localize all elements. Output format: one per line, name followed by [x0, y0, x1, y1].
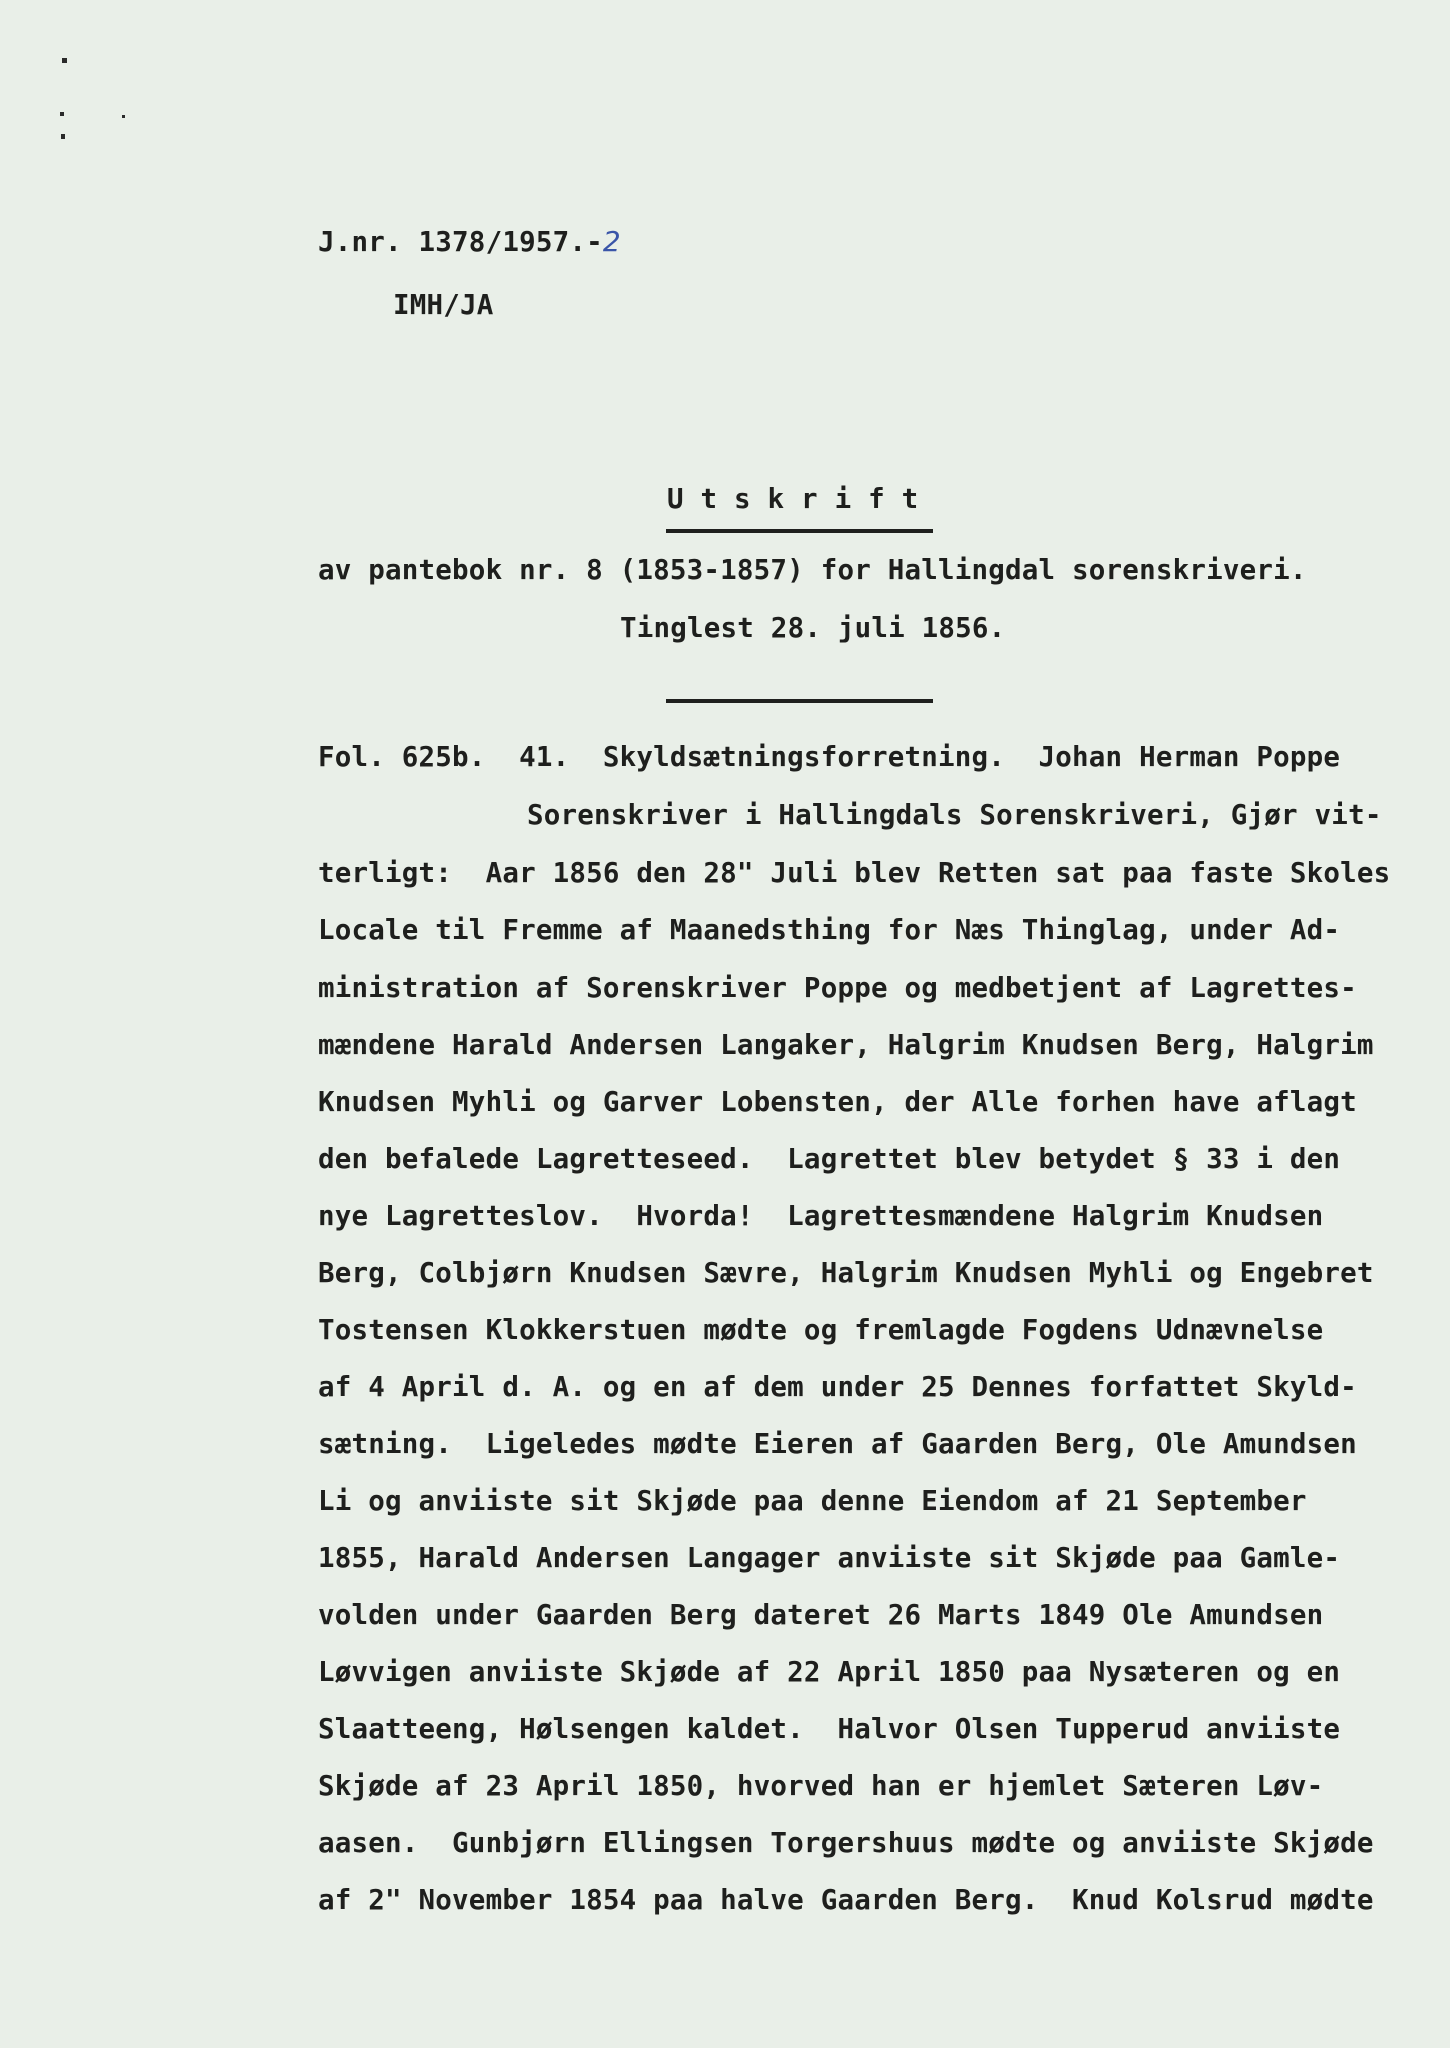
initials: IMH/JA: [393, 289, 494, 321]
document-subtitle: av pantebok nr. 8 (1853-1857) for Hallingdal sorenskriveri.: [318, 554, 1307, 586]
body-line: af 2" November 1854 paa halve Gaarden Berg. Knud Kolsrud mødte: [318, 1884, 1374, 1916]
body-line: Locale til Fremme af Maanedsthing for Næs Thinglag, under Ad-: [318, 914, 1341, 946]
body-line: mændene Harald Andersen Langaker, Halgrim Knudsen Berg, Halgrim: [318, 1029, 1374, 1061]
body-line: terligt: Aar 1856 den 28" Juli blev Retten sat paa faste Skoles: [318, 857, 1391, 889]
journal-number-typed: J.nr. 1378/1957.-: [318, 226, 603, 258]
body-line: 1855, Harald Andersen Langager anviiste sit Skjøde paa Gamle-: [318, 1542, 1341, 1574]
journal-number: [318, 225, 621, 258]
document-heading: U t s k r i f t: [667, 483, 919, 515]
body-line: Knudsen Myhli og Garver Lobensten, der Alle forhen have aflagt: [318, 1086, 1357, 1118]
body-line: Sorenskriver i Hallingdals Sorenskriveri, Gjør vit-: [527, 799, 1382, 831]
body-line: sætning. Ligeledes mødte Eieren af Gaarden Berg, Ole Amundsen: [318, 1428, 1357, 1460]
body-line: Løvvigen anviiste Skjøde af 22 April 1850 paa Nysæteren og en: [318, 1656, 1341, 1688]
body-line: Skjøde af 23 April 1850, hvorved han er hjemlet Sæteren Løv-: [318, 1770, 1324, 1802]
body-first-line: Fol. 625b. 41. Skyldsætningsforretning. Johan Herman Poppe: [318, 741, 1341, 773]
body-line: aasen. Gunbjørn Ellingsen Torgershuus mødte og anviiste Skjøde: [318, 1827, 1374, 1859]
body-line: Tostensen Klokkerstuen mødte og fremlagde Fogdens Udnævnelse: [318, 1314, 1324, 1346]
body-line: Li og anviiste sit Skjøde paa denne Eiendom af 21 September: [318, 1485, 1307, 1517]
body-line: nye Lagretteslov. Hvorda! Lagrettesmændene Halgrim Knudsen: [318, 1200, 1324, 1232]
body-line: Berg, Colbjørn Knudsen Sævre, Halgrim Knudsen Myhli og Engebret: [318, 1257, 1374, 1289]
margin-speck: [61, 134, 65, 139]
heading-underline: [666, 529, 933, 533]
registration-date: Tinglest 28. juli 1856.: [620, 612, 1006, 644]
section-divider: [666, 699, 933, 703]
body-line: Slaatteeng, Hølsengen kaldet. Halvor Olsen Tupperud anviiste: [318, 1713, 1341, 1745]
journal-number-handwritten: 2: [602, 225, 621, 258]
body-line: af 4 April d. A. og en af dem under 25 Dennes forfattet Skyld-: [318, 1371, 1357, 1403]
body-line: volden under Gaarden Berg dateret 26 Marts 1849 Ole Amundsen: [318, 1599, 1324, 1631]
margin-speck: [62, 58, 67, 63]
body-line: den befalede Lagretteseed. Lagrettet blev betydet § 33 i den: [318, 1143, 1341, 1175]
margin-speck: [122, 115, 125, 118]
margin-speck: [60, 112, 64, 116]
body-line: ministration af Sorenskriver Poppe og medbetjent af Lagrettes-: [318, 972, 1357, 1004]
